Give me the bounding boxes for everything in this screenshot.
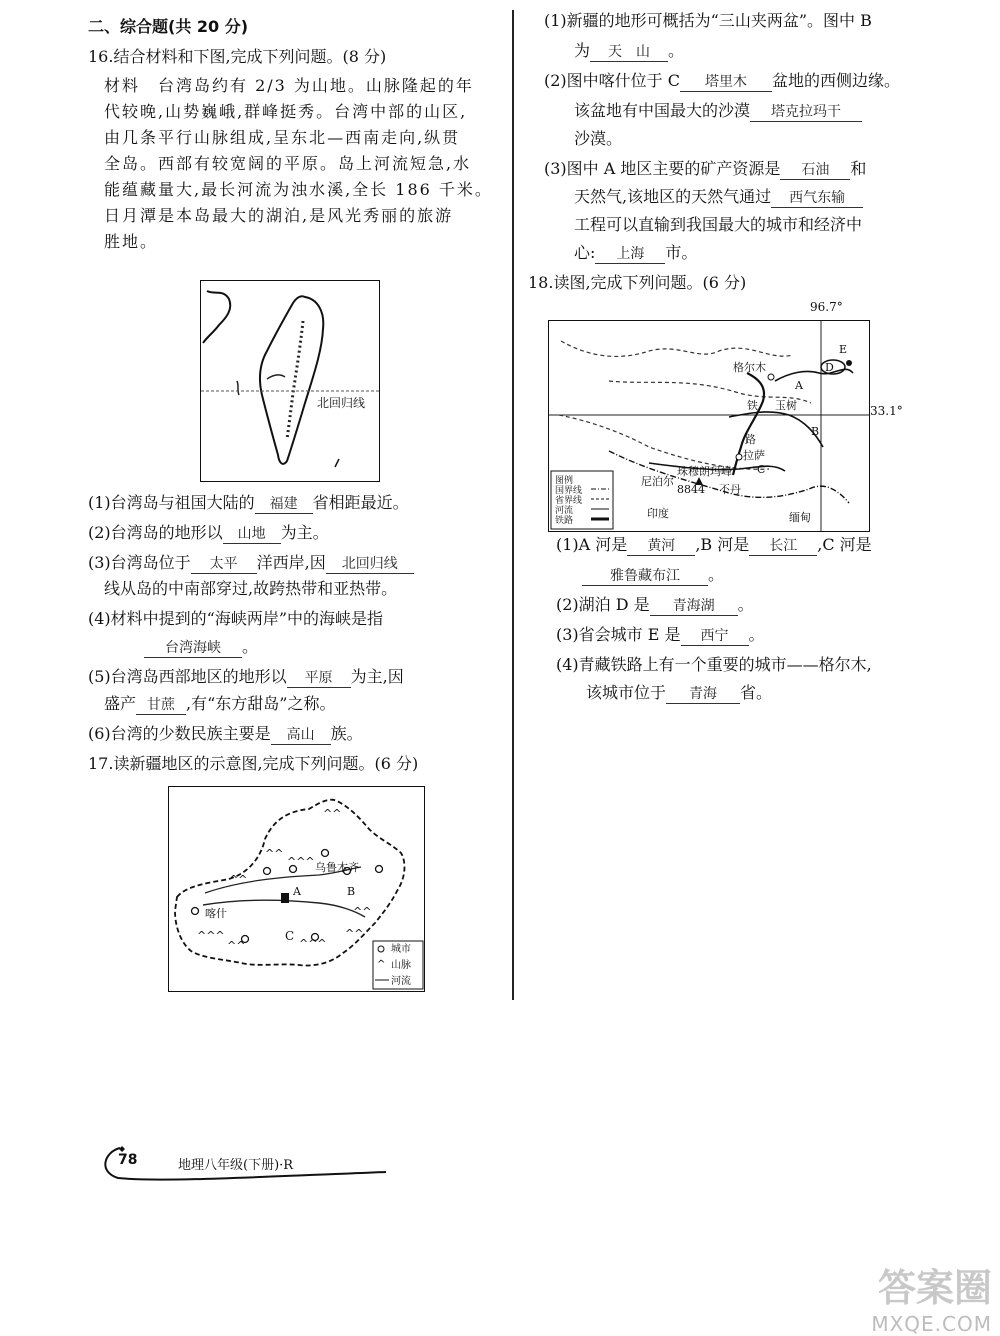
everest-height: 8844 (677, 483, 705, 496)
answer-blank: 塔里木 (680, 73, 772, 92)
xinjiang-map (168, 786, 425, 992)
watermark-url: MXQE.COM (871, 1312, 992, 1336)
nepal-label: 尼泊尔 (641, 475, 674, 488)
book-title: 地理八年级(下册)·R (178, 1158, 294, 1173)
legend-rail: 铁路 (555, 516, 574, 526)
q16-material-line: 日月潭是本岛最大的湖泊,是风光秀丽的旅游 (104, 206, 454, 225)
q16-material-line: 胜地。 (104, 232, 159, 251)
q17-sub2: (2)图中喀什位于 C 塔里木 盆地的西侧边缘。 (544, 71, 901, 90)
q16-sub5: (5)台湾岛西部地区的地形以 平原 为主,因 (88, 667, 404, 686)
q16-sub2: (2)台湾岛的地形以 山地 为主。 (88, 523, 329, 542)
svg-text:^^^: ^^^ (287, 855, 315, 868)
q16-sub3: (3)台湾岛位于 太平 洋西岸,因 北回归线 (88, 552, 414, 574)
q17-sub2-cont: 该盆地有中国最大的沙漠 塔克拉玛干 (574, 100, 862, 122)
answer-blank: 甘蔗 (136, 696, 186, 715)
answer-blank: 西宁 (681, 627, 749, 646)
q17-sub2-end: 沙漠。 (574, 129, 623, 148)
taiwan-map (200, 280, 380, 482)
taiwan-island (260, 296, 323, 464)
q17-sub1-cont: 为 天 山 。 (574, 41, 685, 60)
q17-sub3: (3)图中 A 地区主要的矿产资源是 石油 和 (544, 159, 867, 178)
orchid-island (335, 459, 339, 467)
q16-sub6: (6)台湾的少数民族主要是 高山 族。 (88, 724, 363, 743)
label-b: B (811, 425, 820, 438)
q18-stem: 18.读图,完成下列问题。(6 分) (528, 273, 747, 292)
answer-blank: 西气东输 (771, 189, 863, 208)
q17-stem: 17.读新疆地区的示意图,完成下列问题。(6 分) (88, 754, 419, 773)
q16-sub3-cont: 线从岛的中南部穿过,故跨热带和亚热带。 (104, 579, 398, 598)
q16-stem: 16.结合材料和下图,完成下列问题。(8 分) (88, 47, 387, 66)
answer-blank: 高山 (271, 726, 331, 745)
page-footer (96, 1142, 396, 1182)
q16-sub4-cont: 台湾海峡 。 (144, 636, 258, 658)
legend-city: 城市 (391, 944, 411, 955)
q16-material-line: 能蕴藏量大,最长河流为浊水溪,全长 186 千米。 (104, 180, 493, 199)
svg-text:^^^: ^^^ (299, 937, 327, 950)
q16-sub1: (1)台湾岛与祖国大陆的 福建 省相距最近。 (88, 493, 409, 512)
q16-material-line: 全岛。西部有较宽阔的平原。岛上河流短急,水 (104, 154, 472, 173)
india-label: 印度 (647, 507, 669, 520)
q16-material-line: 代较晚,山势巍峨,群峰挺秀。台湾中部的山区, (104, 102, 468, 121)
q18-sub2: (2)湖泊 D 是 青海湖 。 (556, 595, 754, 614)
svg-text:^: ^ (377, 959, 386, 970)
svg-text:^^: ^^ (227, 939, 246, 952)
q17-sub3-end: 心: 上海 市。 (574, 243, 698, 262)
q18-sub1: (1)A 河是 黄河 ,B 河是 长江 ,C 河是 (556, 535, 872, 554)
q18-sub3: (3)省会城市 E 是 西宁 。 (556, 625, 765, 644)
watermark (802, 1257, 992, 1336)
legend-title: 图例 (555, 476, 574, 486)
q17-sub3-cont2: 工程可以直输到我国最大的城市和经济中 (574, 215, 863, 234)
label-a: A (795, 379, 803, 392)
answer-blank: 平原 (287, 669, 351, 688)
answer-blank: 石油 (780, 161, 850, 180)
central-range (287, 321, 303, 439)
legend-province: 省界线 (555, 496, 583, 506)
myanmar-label: 缅甸 (789, 511, 811, 524)
column-divider (512, 10, 514, 1000)
xining-marker (846, 360, 852, 366)
latitude-label: 33.1° (870, 404, 903, 418)
golmud-marker (768, 374, 774, 380)
legend-river: 河流 (391, 976, 411, 987)
answer-blank: 塔克拉玛干 (750, 103, 862, 122)
svg-text:^^: ^^ (265, 847, 284, 860)
section-title: 二、综合题(共 20 分) (88, 17, 249, 36)
railway-label-tie: 铁 (747, 399, 758, 412)
watermark-text: 答案圈 (877, 1266, 992, 1310)
answer-blank: 北回归线 (326, 555, 414, 574)
lhasa-label: 拉萨 (743, 449, 765, 462)
q16-material-line: 由几条平行山脉组成,呈东北—西南走向,纵贯 (104, 128, 461, 147)
q16-material-line: 材料 台湾岛约有 2/3 为山地。山脉隆起的年 (104, 76, 474, 95)
province-boundary (559, 341, 811, 469)
svg-text:^^: ^^ (353, 905, 372, 918)
tropic-label: 北回归线 (317, 396, 366, 410)
answer-blank: 台湾海峡 (144, 639, 242, 658)
railway-label-lu: 路 (745, 433, 756, 446)
qinghai-tibet-map (548, 300, 908, 532)
label-e: E (839, 343, 848, 356)
lhasa-marker (736, 454, 742, 460)
oil-field (281, 893, 289, 903)
label-b: B (347, 885, 356, 898)
longitude-label: 96.7° (810, 300, 843, 314)
label-a: A (293, 885, 301, 898)
everest-label: 珠穆朗玛峰 (677, 465, 732, 478)
answer-blank: 雅鲁藏布江 (582, 567, 708, 586)
svg-text:^^^: ^^^ (197, 929, 225, 942)
page-number: 78 (118, 1152, 138, 1168)
golmud-label: 格尔木 (733, 361, 766, 374)
legend-mountain: 山脉 (391, 960, 411, 971)
svg-text:^^: ^^ (323, 807, 342, 820)
q18-sub4: (4)青藏铁路上有一个重要的城市——格尔木, (556, 655, 872, 674)
answer-blank: 山地 (223, 525, 281, 544)
answer-blank: 黄河 (627, 537, 695, 556)
answer-blank: 青海湖 (650, 597, 738, 616)
answer-blank: 长江 (749, 537, 817, 556)
q16-sub4: (4)材料中提到的“海峡两岸”中的海峡是指 (88, 609, 384, 628)
label-d: D (825, 361, 834, 374)
kashi-label: 喀什 (205, 907, 227, 920)
q18-sub1-cont: 雅鲁藏布江 。 (582, 564, 724, 586)
svg-text:^^: ^^ (345, 927, 364, 940)
bhutan-label: 不丹 (719, 483, 741, 496)
answer-blank: 上海 (595, 245, 665, 264)
q17-sub1: (1)新疆的地形可概括为“三山夹两盆”。图中 B (544, 11, 872, 30)
yellow-river (775, 369, 853, 381)
answer-blank: 福建 (255, 495, 313, 514)
answer-blank: 青海 (666, 685, 740, 704)
answer-blank: 天 山 (590, 43, 668, 62)
q18-sub4-cont: 该城市位于 青海 省。 (586, 683, 773, 702)
legend-national: 国界线 (555, 486, 583, 496)
svg-text:^^: ^^ (229, 873, 248, 886)
west-river (267, 375, 285, 379)
penghu (237, 381, 239, 395)
label-c: C (757, 463, 766, 476)
q17-sub3-cont: 天然气,该地区的天然气通过 西气东输 (574, 186, 863, 208)
urumqi-label: 乌鲁木齐 (315, 861, 359, 874)
yushu-label: 玉树 (775, 399, 797, 412)
label-c: C (285, 929, 295, 943)
mainland-coast (203, 291, 230, 343)
q16-sub5-cont: 盛产 甘蔗 ,有“东方甜岛”之称。 (104, 694, 336, 713)
answer-blank: 太平 (191, 555, 257, 574)
legend-river: 河流 (555, 506, 574, 516)
